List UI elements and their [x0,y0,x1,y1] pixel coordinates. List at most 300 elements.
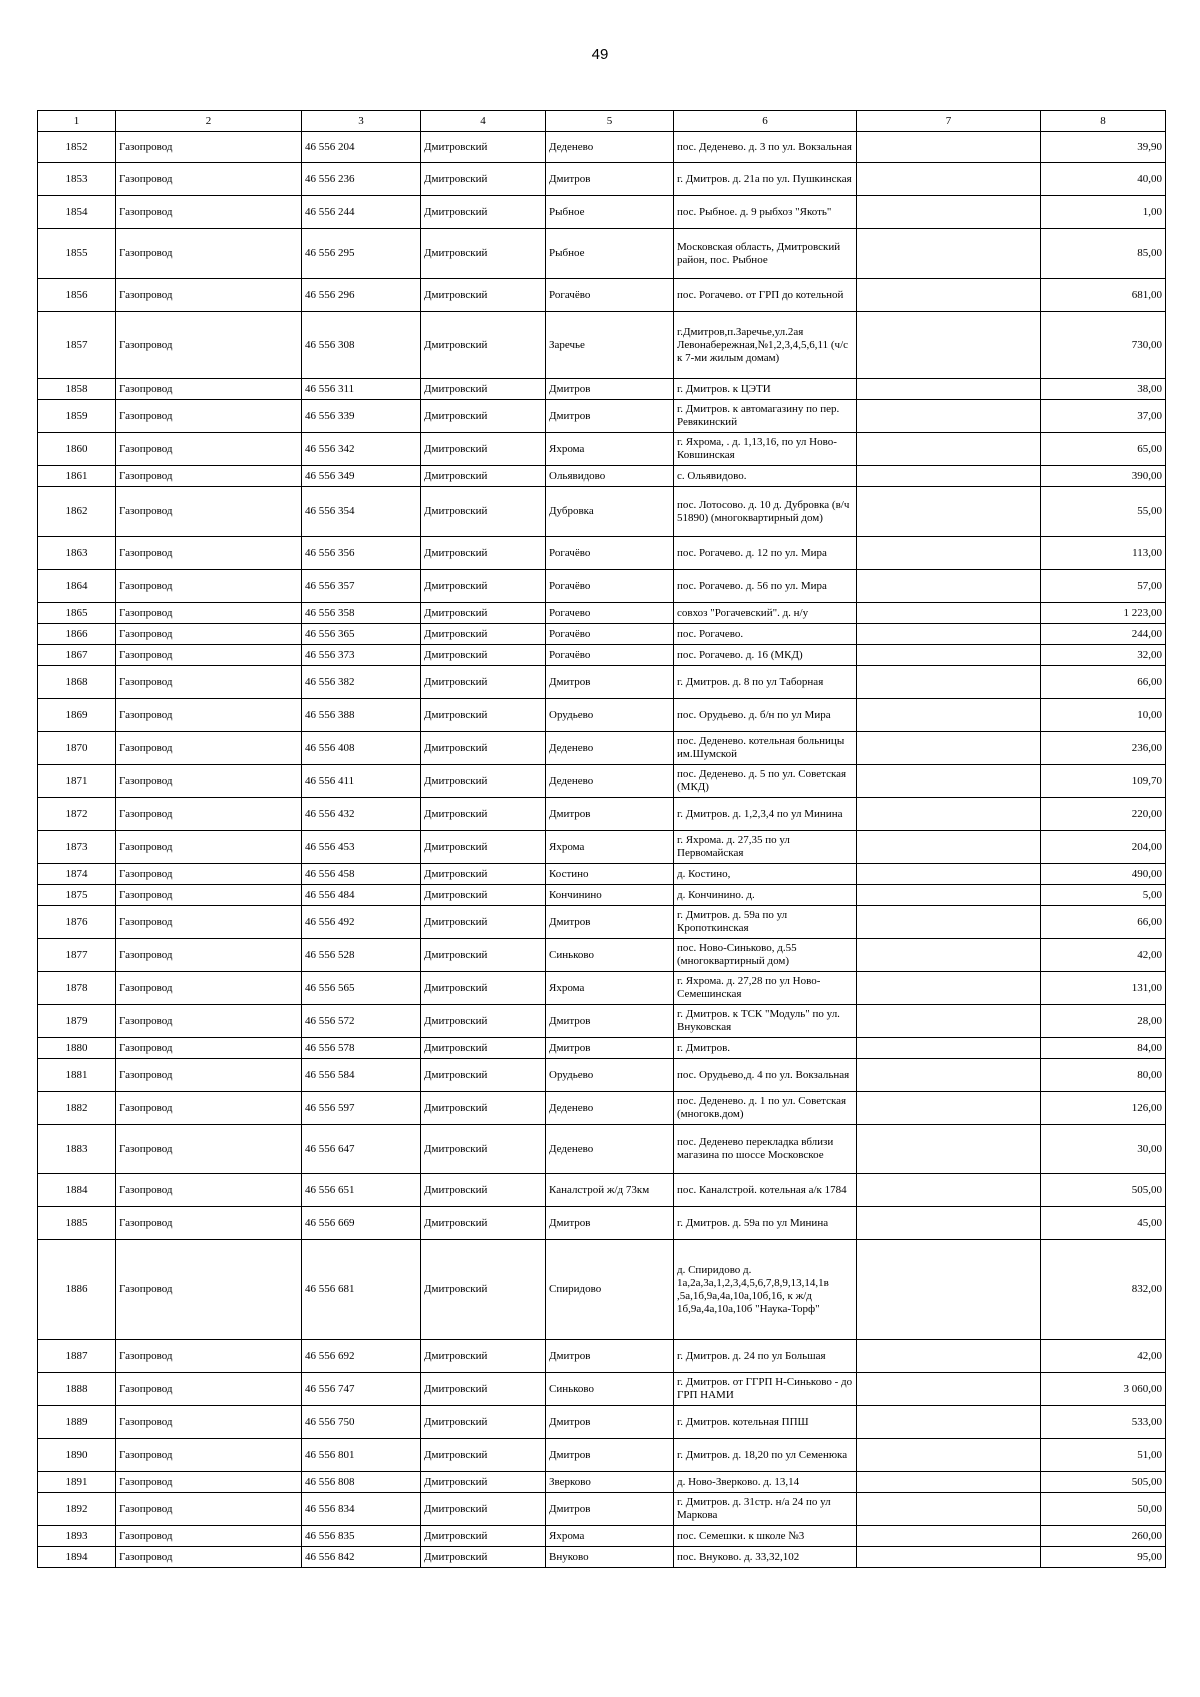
oktmo-code: 46 556 597 [302,1092,421,1125]
oktmo-code: 46 556 311 [302,379,421,400]
address-text: г. Яхрома. д. 27,35 по ул Первомайская [674,831,857,864]
table-row [38,1439,1166,1472]
column-7-cell [857,196,1041,229]
district-name: Дмитровский [421,1207,546,1240]
column-7-cell [857,666,1041,699]
object-name: Газопровод [116,1207,302,1240]
district-name: Дмитровский [421,798,546,831]
object-name: Газопровод [116,1439,302,1472]
length-value: 832,00 [1041,1240,1166,1340]
length-value: 131,00 [1041,972,1166,1005]
table-row [38,645,1166,666]
length-value: 65,00 [1041,433,1166,466]
oktmo-code: 46 556 747 [302,1373,421,1406]
object-name: Газопровод [116,765,302,798]
oktmo-code: 46 556 365 [302,624,421,645]
address-text: пос. Орудьево. д. б/н по ул Мира [674,699,857,732]
object-name: Газопровод [116,132,302,163]
row-number: 1868 [38,666,116,699]
locality-name: Синьково [546,1373,674,1406]
district-name: Дмитровский [421,1340,546,1373]
address-text: г. Дмитров. д. 31стр. н/а 24 по ул Маркова [674,1493,857,1526]
object-name: Газопровод [116,1240,302,1340]
object-name: Газопровод [116,732,302,765]
oktmo-code: 46 556 651 [302,1174,421,1207]
length-value: 66,00 [1041,906,1166,939]
locality-name: Рогачево [546,603,674,624]
oktmo-code: 46 556 373 [302,645,421,666]
address-text: пос. Рыбное. д. 9 рыбхоз "Якоть" [674,196,857,229]
address-text: пос. Орудьево,д. 4 по ул. Вокзальная [674,1059,857,1092]
row-number: 1855 [38,229,116,279]
column-7-cell [857,487,1041,537]
locality-name: Яхрома [546,1526,674,1547]
length-value: 42,00 [1041,1340,1166,1373]
district-name: Дмитровский [421,603,546,624]
district-name: Дмитровский [421,1174,546,1207]
table-row [38,196,1166,229]
district-name: Дмитровский [421,732,546,765]
column-7-cell [857,1059,1041,1092]
address-text: г. Дмитров. д. 21а по ул. Пушкинская [674,163,857,196]
oktmo-code: 46 556 308 [302,312,421,379]
row-number: 1863 [38,537,116,570]
object-name: Газопровод [116,972,302,1005]
district-name: Дмитровский [421,196,546,229]
object-name: Газопровод [116,1373,302,1406]
address-text: г.Дмитров,п.Заречье,ул.2ая Левонабережная,№1,2,3,4,5,6,11 (ч/с к 7-ми жилым домам) [674,312,857,379]
column-7-cell [857,163,1041,196]
table-body [38,132,1166,1568]
length-value: 40,00 [1041,163,1166,196]
oktmo-code: 46 556 354 [302,487,421,537]
oktmo-code: 46 556 681 [302,1240,421,1340]
object-name: Газопровод [116,1005,302,1038]
district-name: Дмитровский [421,400,546,433]
locality-name: Яхрома [546,831,674,864]
object-name: Газопровод [116,1340,302,1373]
object-name: Газопровод [116,279,302,312]
district-name: Дмитровский [421,466,546,487]
object-name: Газопровод [116,906,302,939]
locality-name: Рогачёво [546,645,674,666]
length-value: 260,00 [1041,1526,1166,1547]
length-value: 50,00 [1041,1493,1166,1526]
column-header: 6 [674,111,857,132]
table-row [38,1406,1166,1439]
address-text: г. Дмитров. к ТСК "Модуль" по ул. Внуковская [674,1005,857,1038]
table-row [38,537,1166,570]
oktmo-code: 46 556 801 [302,1439,421,1472]
address-text: г. Дмитров. д. 18,20 по ул Семенюка [674,1439,857,1472]
table-row [38,1207,1166,1240]
row-number: 1870 [38,732,116,765]
address-text: г. Дмитров. от ГГРП Н-Синьково - до ГРП НАМИ [674,1373,857,1406]
locality-name: Рыбное [546,196,674,229]
district-name: Дмитровский [421,1547,546,1568]
row-number: 1859 [38,400,116,433]
locality-name: Дубровка [546,487,674,537]
district-name: Дмитровский [421,1005,546,1038]
row-number: 1860 [38,433,116,466]
row-number: 1882 [38,1092,116,1125]
address-text: г. Дмитров. д. 8 по ул Таборная [674,666,857,699]
table-row [38,487,1166,537]
address-text: пос. Каналстрой. котельная а/к 1784 [674,1174,857,1207]
address-text: совхоз "Рогачевский". д. н/у [674,603,857,624]
row-number: 1853 [38,163,116,196]
length-value: 37,00 [1041,400,1166,433]
locality-name: Зверково [546,1472,674,1493]
locality-name: Дмитров [546,1038,674,1059]
length-value: 80,00 [1041,1059,1166,1092]
district-name: Дмитровский [421,570,546,603]
address-text: пос. Ново-Синьково, д.55 (многоквартирный дом) [674,939,857,972]
length-value: 681,00 [1041,279,1166,312]
column-7-cell [857,906,1041,939]
object-name: Газопровод [116,1493,302,1526]
locality-name: Рогачёво [546,570,674,603]
district-name: Дмитровский [421,1059,546,1092]
address-text: д. Спиридово д. 1а,2а,3а,1,2,3,4,5,6,7,8,9,13,14,1в ,5а,1б,9а,4а,10а,10б,16, к ж/д 1б,9а,4а,10а,10б "Наука-Торф" [674,1240,857,1340]
district-name: Дмитровский [421,132,546,163]
oktmo-code: 46 556 692 [302,1340,421,1373]
locality-name: Внуково [546,1547,674,1568]
column-7-cell [857,645,1041,666]
district-name: Дмитровский [421,1439,546,1472]
district-name: Дмитровский [421,939,546,972]
object-name: Газопровод [116,1092,302,1125]
address-text: пос. Деденево. д. 5 по ул. Советская (МКД) [674,765,857,798]
oktmo-code: 46 556 236 [302,163,421,196]
table-row [38,666,1166,699]
locality-name: Кончинино [546,885,674,906]
district-name: Дмитровский [421,972,546,1005]
table-row [38,885,1166,906]
address-text: пос. Рогачево. д. 56 по ул. Мира [674,570,857,603]
object-name: Газопровод [116,1406,302,1439]
district-name: Дмитровский [421,1406,546,1439]
address-text: г. Яхрома, . д. 1,13,16, по ул Ново-Ковшинская [674,433,857,466]
oktmo-code: 46 556 572 [302,1005,421,1038]
locality-name: Дмитров [546,666,674,699]
table-row [38,1005,1166,1038]
object-name: Газопровод [116,798,302,831]
length-value: 84,00 [1041,1038,1166,1059]
length-value: 730,00 [1041,312,1166,379]
row-number: 1893 [38,1526,116,1547]
object-name: Газопровод [116,1547,302,1568]
column-header: 7 [857,111,1041,132]
object-name: Газопровод [116,466,302,487]
length-value: 66,00 [1041,666,1166,699]
length-value: 55,00 [1041,487,1166,537]
column-7-cell [857,1472,1041,1493]
object-name: Газопровод [116,831,302,864]
locality-name: Дмитров [546,1439,674,1472]
column-header: 5 [546,111,674,132]
locality-name: Деденево [546,765,674,798]
address-text: пос. Деденево. котельная больницы им.Шумской [674,732,857,765]
oktmo-code: 46 556 492 [302,906,421,939]
object-name: Газопровод [116,1059,302,1092]
address-text: пос. Рогачево. д. 16 (МКД) [674,645,857,666]
object-name: Газопровод [116,603,302,624]
address-text: г. Дмитров. котельная ППШ [674,1406,857,1439]
district-name: Дмитровский [421,906,546,939]
object-name: Газопровод [116,1472,302,1493]
column-7-cell [857,864,1041,885]
locality-name: Дмитров [546,1340,674,1373]
row-number: 1879 [38,1005,116,1038]
length-value: 236,00 [1041,732,1166,765]
locality-name: Дмитров [546,798,674,831]
address-text: пос. Семешки. к школе №3 [674,1526,857,1547]
column-7-cell [857,765,1041,798]
locality-name: Рогачёво [546,624,674,645]
district-name: Дмитровский [421,279,546,312]
address-text: г. Дмитров. [674,1038,857,1059]
object-name: Газопровод [116,666,302,699]
column-header: 2 [116,111,302,132]
column-7-cell [857,229,1041,279]
row-number: 1884 [38,1174,116,1207]
table-row [38,624,1166,645]
district-name: Дмитровский [421,1092,546,1125]
locality-name: Яхрома [546,433,674,466]
table-row [38,1526,1166,1547]
row-number: 1854 [38,196,116,229]
oktmo-code: 46 556 408 [302,732,421,765]
district-name: Дмитровский [421,699,546,732]
row-number: 1865 [38,603,116,624]
length-value: 126,00 [1041,1092,1166,1125]
row-number: 1894 [38,1547,116,1568]
oktmo-code: 46 556 349 [302,466,421,487]
locality-name: Деденево [546,732,674,765]
district-name: Дмитровский [421,379,546,400]
row-number: 1881 [38,1059,116,1092]
oktmo-code: 46 556 669 [302,1207,421,1240]
length-value: 490,00 [1041,864,1166,885]
oktmo-code: 46 556 750 [302,1406,421,1439]
column-7-cell [857,603,1041,624]
table-row [38,312,1166,379]
page-number: 49 [591,46,609,63]
length-value: 42,00 [1041,939,1166,972]
oktmo-code: 46 556 453 [302,831,421,864]
district-name: Дмитровский [421,1472,546,1493]
district-name: Дмитровский [421,312,546,379]
district-name: Дмитровский [421,1240,546,1340]
district-name: Дмитровский [421,487,546,537]
column-7-cell [857,1526,1041,1547]
address-text: г. Дмитров. д. 59а по ул Минина [674,1207,857,1240]
locality-name: Орудьево [546,1059,674,1092]
row-number: 1876 [38,906,116,939]
column-7-cell [857,1439,1041,1472]
table-row [38,939,1166,972]
length-value: 57,00 [1041,570,1166,603]
table-row [38,906,1166,939]
object-name: Газопровод [116,379,302,400]
length-value: 505,00 [1041,1174,1166,1207]
length-value: 5,00 [1041,885,1166,906]
locality-name: Ольявидово [546,466,674,487]
object-name: Газопровод [116,537,302,570]
address-text: пос. Деденево. д. 1 по ул. Советская (многокв.дом) [674,1092,857,1125]
column-7-cell [857,379,1041,400]
district-name: Дмитровский [421,229,546,279]
row-number: 1861 [38,466,116,487]
length-value: 390,00 [1041,466,1166,487]
table-row [38,570,1166,603]
address-text: г. Яхрома. д. 27,28 по ул Ново-Семешинская [674,972,857,1005]
column-7-cell [857,1373,1041,1406]
address-text: г. Дмитров. д. 1,2,3,4 по ул Минина [674,798,857,831]
table-row [38,400,1166,433]
length-value: 505,00 [1041,1472,1166,1493]
column-7-cell [857,1207,1041,1240]
column-7-cell [857,466,1041,487]
district-name: Дмитровский [421,1373,546,1406]
row-number: 1887 [38,1340,116,1373]
length-value: 10,00 [1041,699,1166,732]
object-name: Газопровод [116,699,302,732]
row-number: 1867 [38,645,116,666]
address-text: пос. Рогачево. д. 12 по ул. Мира [674,537,857,570]
row-number: 1877 [38,939,116,972]
address-text: с. Ольявидово. [674,466,857,487]
table-row [38,229,1166,279]
row-number: 1880 [38,1038,116,1059]
oktmo-code: 46 556 339 [302,400,421,433]
district-name: Дмитровский [421,624,546,645]
district-name: Дмитровский [421,1125,546,1174]
column-7-cell [857,1125,1041,1174]
column-7-cell [857,1092,1041,1125]
district-name: Дмитровский [421,831,546,864]
row-number: 1856 [38,279,116,312]
oktmo-code: 46 556 382 [302,666,421,699]
column-7-cell [857,570,1041,603]
column-header: 3 [302,111,421,132]
object-name: Газопровод [116,864,302,885]
table-row [38,1373,1166,1406]
length-value: 95,00 [1041,1547,1166,1568]
object-name: Газопровод [116,487,302,537]
district-name: Дмитровский [421,537,546,570]
locality-name: Костино [546,864,674,885]
locality-name: Дмитров [546,379,674,400]
oktmo-code: 46 556 432 [302,798,421,831]
row-number: 1892 [38,1493,116,1526]
row-number: 1886 [38,1240,116,1340]
length-value: 30,00 [1041,1125,1166,1174]
oktmo-code: 46 556 357 [302,570,421,603]
table-row [38,1493,1166,1526]
address-text: пос. Деденево. д. 3 по ул. Вокзальная [674,132,857,163]
address-text: Московская область, Дмитровский район, пос. Рыбное [674,229,857,279]
column-7-cell [857,699,1041,732]
object-name: Газопровод [116,400,302,433]
length-value: 38,00 [1041,379,1166,400]
column-7-cell [857,972,1041,1005]
registry-table [37,110,1166,1568]
table-row [38,466,1166,487]
object-name: Газопровод [116,1038,302,1059]
length-value: 51,00 [1041,1439,1166,1472]
address-text: д. Ново-Зверково. д. 13,14 [674,1472,857,1493]
table-row [38,1240,1166,1340]
table-row [38,1125,1166,1174]
row-number: 1883 [38,1125,116,1174]
row-number: 1875 [38,885,116,906]
row-number: 1857 [38,312,116,379]
table-row [38,163,1166,196]
locality-name: Дмитров [546,1493,674,1526]
column-7-cell [857,624,1041,645]
address-text: г. Дмитров. д. 59а по ул Кропоткинская [674,906,857,939]
table-row [38,732,1166,765]
length-value: 1,00 [1041,196,1166,229]
length-value: 28,00 [1041,1005,1166,1038]
column-7-cell [857,831,1041,864]
locality-name: Дмитров [546,163,674,196]
object-name: Газопровод [116,624,302,645]
locality-name: Рыбное [546,229,674,279]
row-number: 1869 [38,699,116,732]
oktmo-code: 46 556 528 [302,939,421,972]
column-7-cell [857,1038,1041,1059]
locality-name: Деденево [546,132,674,163]
length-value: 113,00 [1041,537,1166,570]
address-text: г. Дмитров. к автомагазину по пер. Ревякинский [674,400,857,433]
table-row [38,1038,1166,1059]
oktmo-code: 46 556 388 [302,699,421,732]
oktmo-code: 46 556 244 [302,196,421,229]
oktmo-code: 46 556 204 [302,132,421,163]
object-name: Газопровод [116,1125,302,1174]
object-name: Газопровод [116,885,302,906]
address-text: д. Кончинино. д. [674,885,857,906]
column-7-cell [857,537,1041,570]
length-value: 32,00 [1041,645,1166,666]
column-7-cell [857,798,1041,831]
locality-name: Рогачёво [546,537,674,570]
row-number: 1878 [38,972,116,1005]
oktmo-code: 46 556 835 [302,1526,421,1547]
row-number: 1874 [38,864,116,885]
row-number: 1890 [38,1439,116,1472]
address-text: пос. Внуково. д. 33,32,102 [674,1547,857,1568]
oktmo-code: 46 556 647 [302,1125,421,1174]
locality-name: Деденево [546,1125,674,1174]
address-text: пос. Рогачево. от ГРП до котельной [674,279,857,312]
row-number: 1889 [38,1406,116,1439]
locality-name: Деденево [546,1092,674,1125]
oktmo-code: 46 556 356 [302,537,421,570]
object-name: Газопровод [116,229,302,279]
column-7-cell [857,1174,1041,1207]
column-header: 4 [421,111,546,132]
row-number: 1871 [38,765,116,798]
district-name: Дмитровский [421,765,546,798]
oktmo-code: 46 556 584 [302,1059,421,1092]
column-7-cell [857,1240,1041,1340]
table-row [38,798,1166,831]
district-name: Дмитровский [421,885,546,906]
